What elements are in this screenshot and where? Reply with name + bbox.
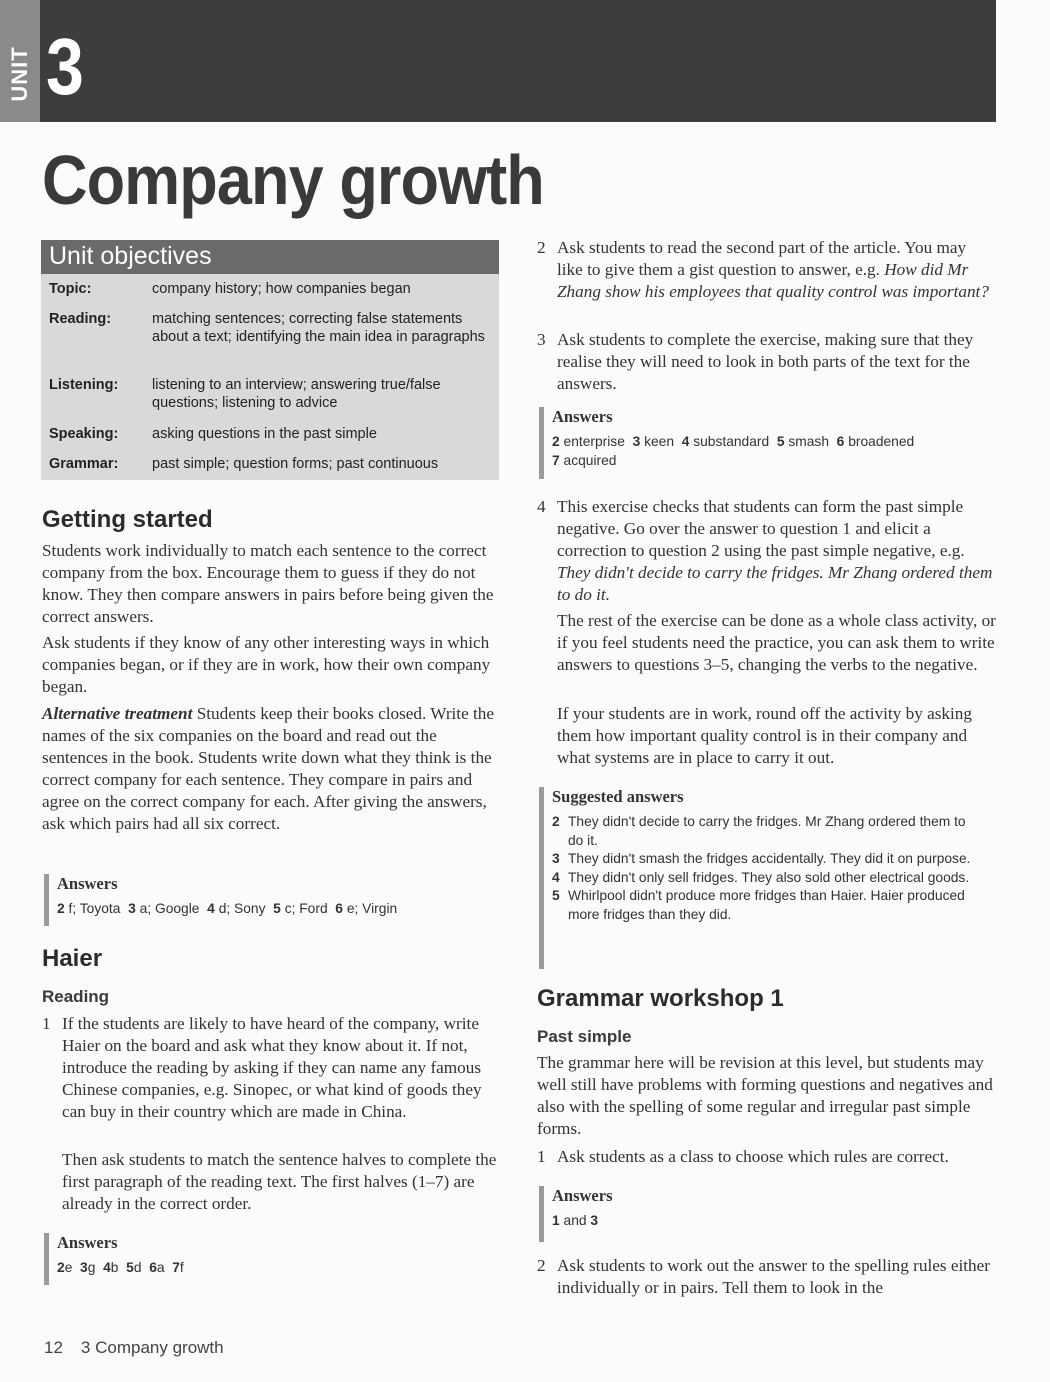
item-number: 2 — [537, 1256, 546, 1275]
answer-number: 3 — [632, 434, 641, 449]
item-number: 2 — [537, 238, 546, 257]
answer-value: Whirlpool didn't produce more fridges than Haier. Haier produced more fridges than they did. — [568, 888, 965, 922]
answers-line — [552, 1212, 739, 1231]
answers-title: Answers — [552, 1186, 613, 1205]
answer-number: 5 — [552, 888, 560, 903]
answer-number: 6 — [335, 901, 343, 916]
answer-value: acquired — [563, 452, 617, 468]
answer-value: f; Toyota — [68, 901, 121, 916]
answer-value: enterprise — [563, 434, 625, 449]
grammar-paragraph: The grammar here will be revision at this level, but students may well still have problems with forming questions and negatives and also with the spelling of some regular and irregular past simple forms. — [537, 1053, 993, 1138]
unit-objectives-box — [41, 240, 499, 480]
answers-line — [57, 1259, 344, 1278]
answer-number: 6 — [149, 1260, 157, 1275]
page-number: 12 — [44, 1338, 63, 1357]
suggested-answer — [552, 813, 972, 850]
item-continuation: If your students are in work, round off the activity by asking them how important quality control is in their company and what systems are in place to carry it out. — [557, 704, 972, 767]
unit-number: 3 — [46, 22, 84, 111]
answers-title: Answers — [57, 1233, 118, 1252]
objective-value: company history; how companies began — [152, 281, 411, 297]
objective-value: matching sentences; correcting false statements about a text; identifying the main idea in paragraphs — [152, 311, 485, 345]
page-title: Company growth — [42, 141, 544, 219]
item-number: 4 — [537, 497, 546, 516]
item-number: 1 — [537, 1147, 546, 1166]
answer-value: c; Ford — [284, 901, 328, 916]
item-text-plain: Ask students to read the second part of the article. You may like to give them a gist question to answer, e.g. — [557, 238, 967, 279]
answer-number: 1 — [552, 1213, 560, 1228]
answer-number: 4 — [207, 901, 215, 916]
answer-connector: and — [559, 1213, 591, 1228]
answer-number: 3 — [80, 1260, 88, 1275]
reading-subheading: Reading — [42, 987, 110, 1006]
answer-value: They didn't decide to carry the fridges. Mr Zhang ordered them to do it. — [568, 814, 966, 848]
item-number: 1 — [42, 1014, 51, 1033]
answer-value: b — [110, 1260, 119, 1275]
answer-number: 7 — [172, 1260, 180, 1275]
answer-value: e — [64, 1260, 73, 1275]
item-continuation: The rest of the exercise can be done as a whole class activity, or if you feel students need the practice, you can ask them to write answers to questions 3–5, changing the verbs to the negative. — [557, 611, 996, 674]
answer-value: keen — [644, 434, 675, 449]
getting-started-heading: Getting started — [42, 506, 213, 533]
answer-value: a; Google — [139, 901, 200, 916]
answer-number: 3 — [590, 1213, 599, 1228]
item-text-italic: They didn't decide to carry the fridges. Mr Zhang ordered them to do it. — [557, 563, 993, 604]
alternative-treatment-paragraph — [42, 703, 500, 835]
getting-started-paragraph: Students work individually to match each sentence to the correct company from the box. Encourage them to guess if they do not know. They then compare answers in pairs before being given the correct answers. — [42, 541, 494, 626]
answer-value: smash — [788, 434, 829, 449]
answer-number: 2 — [57, 1260, 65, 1275]
answers-box — [44, 1233, 344, 1285]
answer-value: f — [179, 1260, 184, 1275]
answer-number: 2 — [552, 434, 560, 449]
answer-value: d; Sony — [218, 901, 266, 916]
alternative-treatment-text: Students keep their books closed. Write the names of the six companies on the board and read out the sentences in the book. Students write down what they think is the correct company for each sentence. They compare in pairs and agree on the correct company for each. After giving the answers, ask which pairs had all six correct. — [42, 704, 495, 833]
answer-number: 2 — [57, 901, 65, 916]
answer-value: They didn't smash the fridges accidentally. They did it on purpose. — [568, 851, 971, 866]
suggested-answer — [552, 869, 972, 888]
grammar-workshop-heading: Grammar workshop 1 — [537, 985, 784, 1012]
answer-number: 7 — [552, 452, 560, 468]
answer-value: d — [133, 1260, 142, 1275]
answers-box — [539, 407, 979, 479]
answer-number: 5 — [126, 1260, 134, 1275]
answer-value: a — [156, 1260, 165, 1275]
item-text: Ask students to work out the answer to the spelling rules either individually or in pairs. Tell them to look in the — [557, 1256, 990, 1297]
answers-line — [552, 433, 979, 470]
item-text: If the students are likely to have heard of the company, write Haier on the board and ask what they know about it. If not, introduce the reading by asking if they can name any famous Chinese companies, e.g. Sinopec, or what kind of goods they can buy in their country which are made in China. — [62, 1014, 482, 1121]
getting-started-paragraph: Ask students if they know of any other interesting ways in which companies began, or if they are in work, how their own company began. — [42, 633, 491, 696]
running-title: 3 Company growth — [80, 1338, 224, 1357]
answer-number: 3 — [128, 901, 136, 916]
suggested-answers-list — [552, 813, 972, 924]
item-text — [557, 237, 995, 303]
past-simple-subheading: Past simple — [537, 1027, 632, 1046]
answers-box — [539, 1186, 739, 1242]
answer-number: 4 — [103, 1260, 111, 1275]
answer-value: substandard — [693, 434, 770, 449]
item-text-italic: How did Mr Zhang show his employees that quality control was important? — [557, 260, 989, 301]
answer-number: 2 — [552, 814, 560, 829]
answer-number: 4 — [552, 869, 560, 885]
answers-box — [44, 874, 464, 926]
answer-number: 4 — [681, 434, 690, 449]
objective-label: Listening: — [49, 377, 119, 393]
unit-label: UNIT — [7, 46, 32, 102]
alternative-treatment-label: Alternative treatment — [42, 704, 193, 723]
suggested-answers-box — [539, 787, 979, 969]
item-text-plain: This exercise checks that students can form the past simple negative. Go over the answer to question 1 and elicit a correction to question 2 using the past simple negative, e.g. — [557, 497, 965, 560]
answer-number: 5 — [273, 901, 281, 916]
item-continuation: Then ask students to match the sentence halves to complete the first paragraph of the reading text. The first halves (1–7) are already in the correct order. — [62, 1150, 497, 1213]
unit-tab — [0, 0, 40, 122]
haier-heading: Haier — [42, 945, 103, 972]
suggested-answers-title: Suggested answers — [552, 787, 684, 806]
objective-value: asking questions in the past simple — [152, 426, 377, 442]
objective-value: past simple; question forms; past continuous — [152, 456, 439, 472]
page-footer — [44, 1338, 224, 1358]
item-number: 3 — [537, 330, 546, 349]
objective-label: Speaking: — [49, 426, 119, 442]
answers-title: Answers — [552, 407, 613, 426]
objective-value: listening to an interview; answering true/false questions; listening to advice — [152, 377, 441, 411]
objective-label: Topic: — [49, 281, 92, 297]
answer-value: They didn't only sell fridges. They also sold other electrical goods. — [568, 869, 970, 885]
answer-number: 6 — [836, 434, 845, 449]
answer-value: g — [87, 1260, 96, 1275]
answer-value: e; Virgin — [346, 901, 398, 916]
answer-value: broadened — [848, 434, 915, 449]
unit-header-band — [0, 0, 996, 122]
item-text — [557, 496, 995, 606]
answers-line — [57, 900, 464, 919]
suggested-answer — [552, 887, 972, 924]
objectives-heading: Unit objectives — [41, 240, 499, 274]
objective-label: Reading: — [49, 311, 112, 327]
answer-number: 3 — [552, 851, 560, 866]
item-text: Ask students to complete the exercise, making sure that they realise they will need to look in both parts of the text for the answers. — [557, 330, 974, 393]
item-text: Ask students as a class to choose which rules are correct. — [557, 1147, 949, 1166]
objective-label: Grammar: — [49, 456, 119, 472]
answers-title: Answers — [57, 874, 118, 893]
answer-number: 5 — [776, 434, 785, 449]
suggested-answer — [552, 850, 972, 869]
